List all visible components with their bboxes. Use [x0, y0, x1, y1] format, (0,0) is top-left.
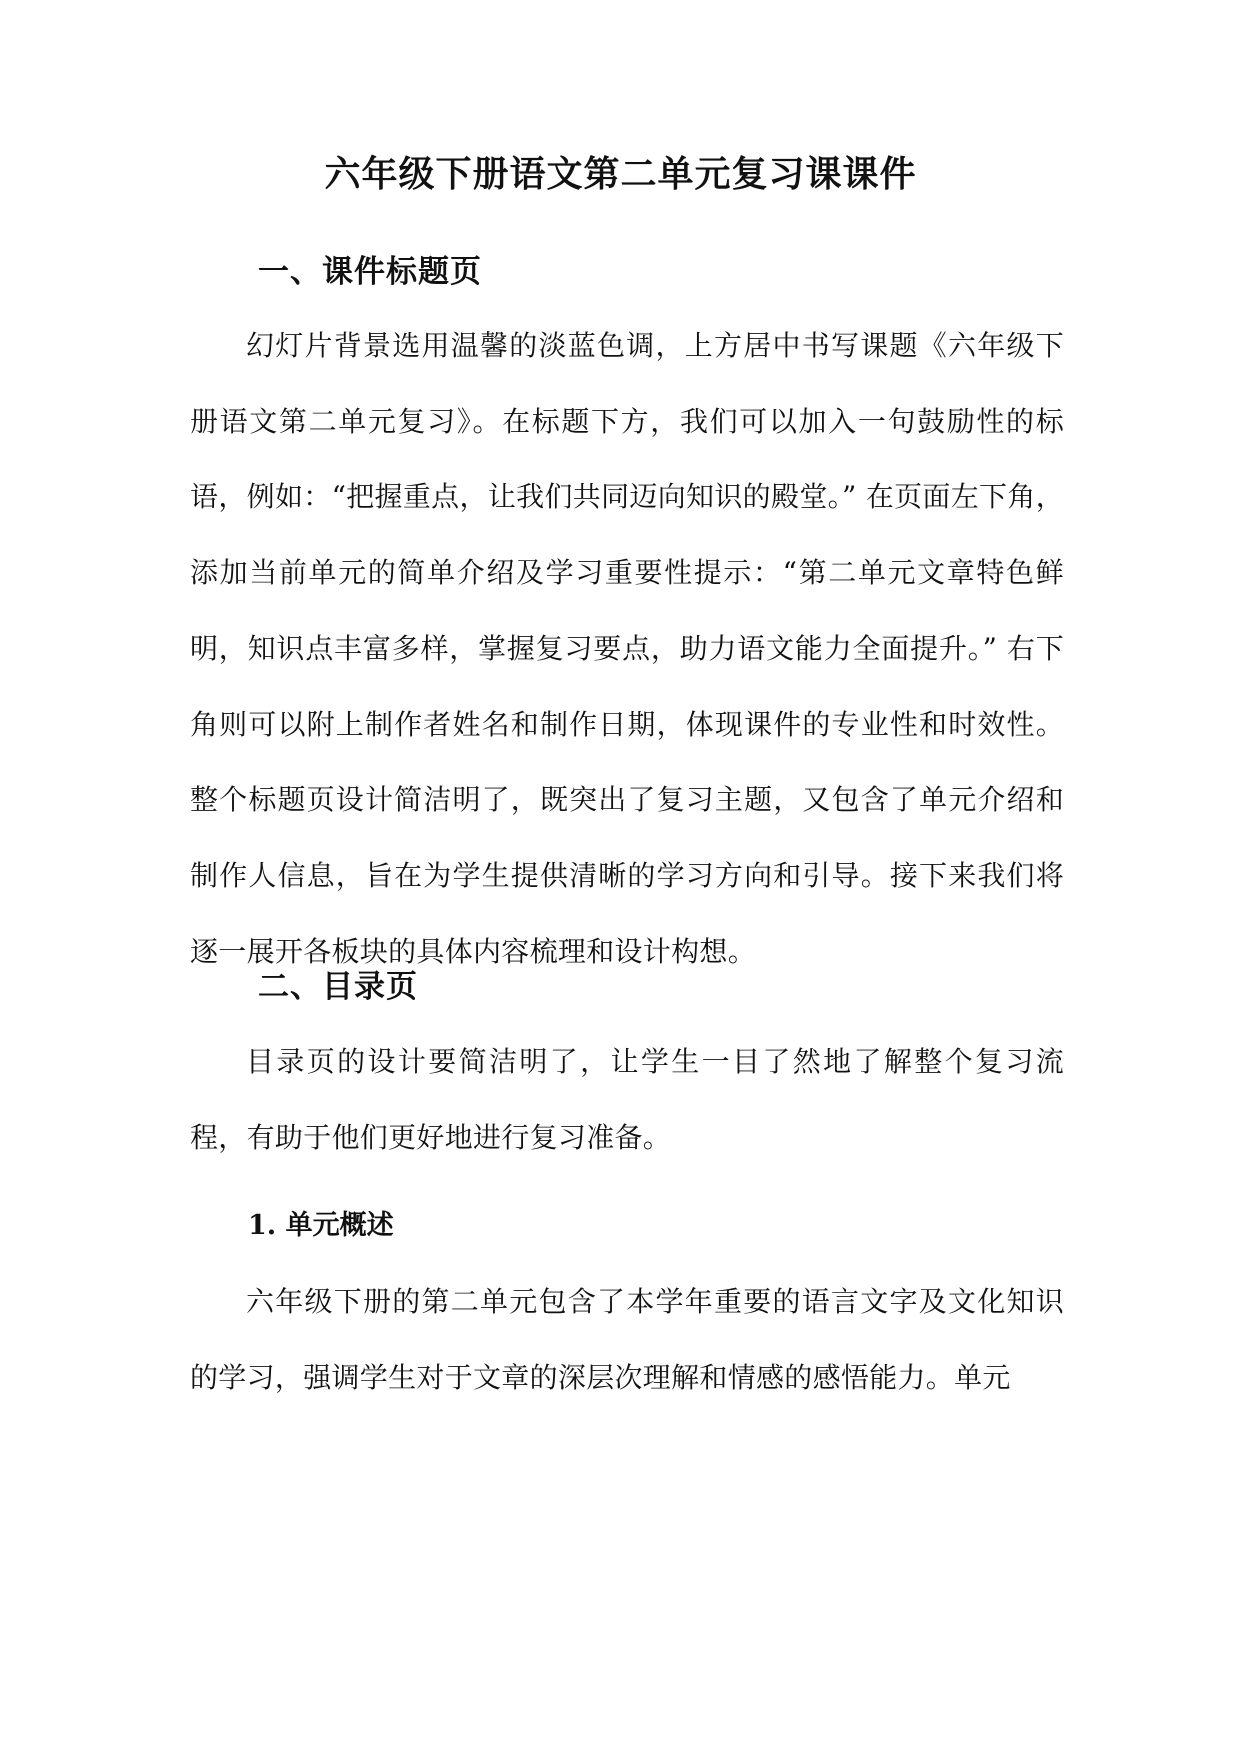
section-heading-toc-page: 二、目录页: [258, 969, 418, 1005]
section-heading-title-page: 一、课件标题页: [258, 254, 482, 290]
subsection-heading-unit-overview: 1. 单元概述: [248, 1210, 394, 1241]
document-title: 六年级下册语文第二单元复习课课件: [324, 153, 917, 195]
section-paragraph-title-page: 幻灯片背景选用温馨的淡蓝色调，上方居中书写课题《六年级下册语文第二单元复习》。在标题下方，我们可以加入一句鼓励性的标语，例如：“把握重点，让我们共同迈向知识的殿堂。” 在页面左下角，添加当前单元的简单介绍及学习重要性提示：“第二单元文章特色鲜明，知识点丰富多样，掌握复习要点，助力语文能力全面提升。” 右下角则可以附上制作者姓名和制作日期，体现课件的专业性和时效性。整个标题页设计简洁明了，既突出了复习主题，又包含了单元介绍和制作人信息，旨在为学生提供清晰的学习方向和引导。接下来我们将逐一展开各板块的具体内容梳理和设计构想。: [190, 329, 1064, 968]
subsection-paragraph-unit-overview: 六年级下册的第二单元包含了本学年重要的语言文字及文化知识的学习，强调学生对于文章的深层次理解和情感的感悟能力。单元: [190, 1285, 1064, 1394]
section-paragraph-toc-page: 目录页的设计要简洁明了，让学生一目了然地了解整个复习流程，有助于他们更好地进行复习准备。: [190, 1045, 1064, 1154]
